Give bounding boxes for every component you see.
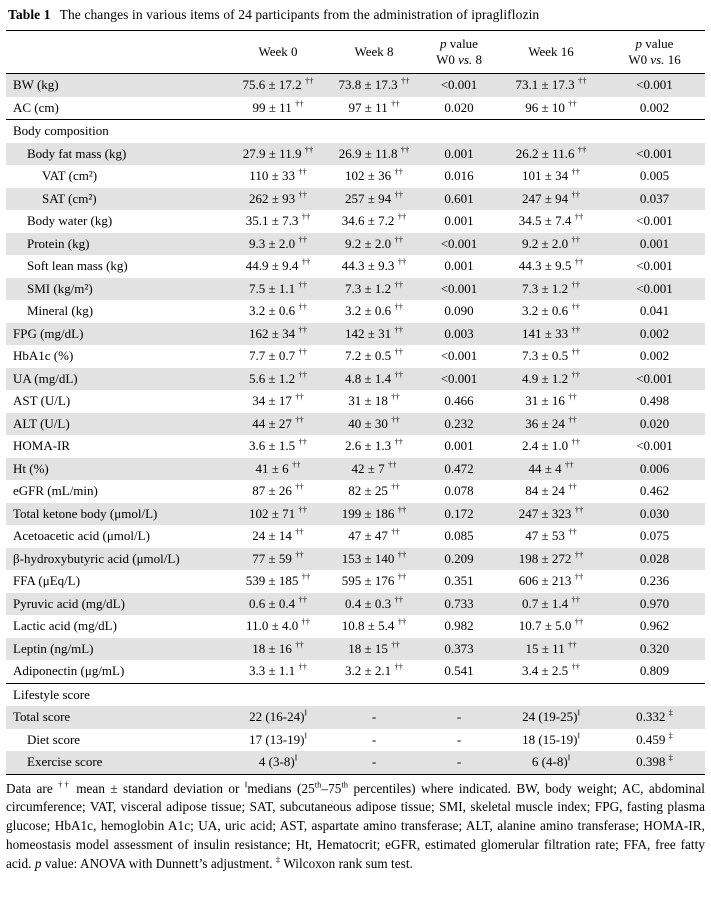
- value-cell: 42 ± 7 ††: [351, 459, 397, 476]
- value-cell: 99 ± 11 ††: [252, 98, 304, 115]
- value-cell: 47 ± 53 ††: [525, 526, 577, 544]
- p-value-cell: 0.002: [639, 325, 670, 341]
- table-row: [6, 97, 705, 120]
- value-cell: 10.7 ± 5.0 ††: [518, 616, 584, 634]
- value-cell: 3.3 ± 1.1 ††: [249, 661, 307, 679]
- column-header: p value W0 vs. 16: [628, 35, 681, 67]
- value-cell: 0.7 ± 1.4 ††: [522, 594, 580, 611]
- value-cell: 26.9 ± 11.8 ††: [338, 144, 410, 161]
- value-cell: 34 ± 17 ††: [252, 391, 304, 409]
- row-label: FFA (μEq/L): [13, 573, 81, 589]
- row-label: Body water (kg): [27, 213, 113, 229]
- row-label: Body fat mass (kg): [27, 145, 127, 161]
- row-label: HbA1c (%): [13, 348, 74, 364]
- row-label: VAT (cm²): [42, 168, 98, 184]
- value-cell: 96 ± 10 ††: [525, 98, 577, 115]
- table-row: [6, 435, 705, 458]
- value-cell: 3.6 ± 1.5 ††: [249, 436, 307, 454]
- value-cell: 3.4 ± 2.5 ††: [522, 661, 580, 679]
- value-cell: 3.2 ± 0.6 ††: [249, 301, 307, 319]
- table-row: [6, 188, 705, 211]
- p-value-cell: <0.001: [440, 370, 478, 386]
- data-table: [6, 30, 705, 775]
- value-cell: 101 ± 34 ††: [522, 166, 580, 184]
- value-cell: 34.5 ± 7.4 ††: [518, 211, 584, 229]
- p-value-cell: 0.398 ‡: [636, 752, 673, 770]
- p-value-cell: 0.001: [639, 235, 670, 251]
- table-body: [6, 74, 705, 775]
- p-value-cell: -: [456, 754, 462, 770]
- value-cell: 36 ± 24 ††: [525, 414, 577, 431]
- table-row: [6, 323, 705, 346]
- value-cell: 7.3 ± 0.5 ††: [522, 346, 580, 364]
- value-cell: 44.3 ± 9.5 ††: [518, 256, 584, 274]
- p-value-cell: 0.001: [444, 258, 474, 274]
- p-value-cell: <0.001: [636, 145, 673, 161]
- p-value-cell: <0.001: [440, 235, 478, 251]
- table-row: [6, 729, 705, 752]
- p-value-cell: 0.001: [444, 213, 474, 229]
- row-label: Diet score: [27, 731, 81, 747]
- value-cell: 0.4 ± 0.3 ††: [345, 594, 403, 611]
- row-label: Pyruvic acid (mg/dL): [13, 595, 125, 611]
- p-value-cell: 0.601: [444, 190, 474, 206]
- value-cell: 102 ± 71 ††: [249, 504, 307, 521]
- p-value-cell: <0.001: [636, 77, 673, 93]
- table-row: [6, 570, 705, 593]
- row-label: Total score: [13, 709, 71, 725]
- p-value-cell: 0.498: [639, 393, 670, 409]
- p-value-cell: 0.472: [444, 460, 474, 476]
- value-cell: 22 (16-24)‖: [249, 707, 307, 725]
- row-label: Mineral (kg): [27, 303, 94, 319]
- value-cell: 27.9 ± 11.9 ††: [242, 144, 314, 161]
- table-caption-text: The changes in various items of 24 participants from the administration of ipragliflozin: [59, 7, 540, 22]
- value-cell: 97 ± 11 ††: [348, 98, 400, 115]
- row-label: UA (mg/dL): [13, 370, 78, 386]
- value-cell: 41 ± 6 ††: [255, 459, 301, 476]
- value-cell: 0.6 ± 0.4 ††: [249, 594, 307, 611]
- value-cell: 5.6 ± 1.2 ††: [249, 369, 307, 386]
- value-cell: 35.1 ± 7.3 ††: [245, 211, 311, 229]
- p-value-cell: 0.020: [444, 99, 474, 115]
- value-cell: 31 ± 18 ††: [348, 391, 400, 409]
- value-cell: 199 ± 186 ††: [341, 504, 407, 521]
- header-row: [6, 31, 705, 74]
- value-cell: 3.2 ± 0.6 ††: [522, 301, 580, 319]
- table-row: [6, 233, 705, 256]
- p-value-cell: 0.962: [639, 618, 670, 634]
- p-value-cell: <0.001: [636, 438, 673, 454]
- table-row: [6, 210, 705, 233]
- p-value-cell: 0.030: [639, 505, 670, 521]
- value-cell: 24 (19-25)‖: [522, 707, 580, 725]
- value-cell: 153 ± 140 ††: [341, 549, 407, 566]
- value-cell: 87 ± 26 ††: [252, 481, 304, 499]
- p-value-cell: 0.982: [444, 618, 474, 634]
- value-cell: 9.2 ± 2.0 ††: [522, 234, 580, 251]
- p-value-cell: <0.001: [636, 280, 673, 296]
- p-value-cell: 0.373: [444, 640, 474, 656]
- value-cell: 7.5 ± 1.1 ††: [249, 279, 307, 296]
- row-label: β-hydroxybutyric acid (μmol/L): [13, 550, 180, 566]
- value-cell: 4.9 ± 1.2 ††: [522, 369, 580, 386]
- value-cell: 73.8 ± 17.3 ††: [338, 75, 410, 93]
- column-header: Week 16: [528, 43, 574, 59]
- row-label: Exercise score: [27, 754, 103, 770]
- table-footnote: Data are †† mean ± standard deviation or ‖medians (25th–75th percentiles) where indicated. BW, body weight; AC, abdominal circumference; VAT, visceral adipose tissue; SAT, subcutaneous adipose tissue; SMI, skeletal muscle index; FPG, fasting plasma glucose; HbA1c, hemoglobin A1c; UA, uric acid; AST, aspartate amino transferase; ALT, alanine amino transferase; HOMA-IR, homeostasis model assessment of insulin resistance; Ht, Hematocrit; eGFR, estimated glomerular filtration rate; FFA, free fatty acid. p value: ANOVA with Dunnett’s adjustment. ‡ Wilcoxon rank sum test.: [6, 779, 706, 871]
- column-header: p value W0 vs. 8: [436, 35, 482, 67]
- value-cell: -: [371, 754, 377, 770]
- table-row: [6, 278, 705, 301]
- value-cell: 539 ± 185 ††: [245, 571, 311, 589]
- p-value-cell: 0.075: [639, 528, 670, 544]
- value-cell: 18 ± 16 ††: [252, 639, 304, 656]
- p-value-cell: 0.351: [444, 573, 474, 589]
- value-cell: 4.8 ± 1.4 ††: [345, 369, 403, 386]
- value-cell: 198 ± 272 ††: [518, 549, 584, 566]
- row-label: Leptin (ng/mL): [13, 640, 94, 656]
- p-value-cell: 0.001: [444, 438, 474, 454]
- value-cell: 3.2 ± 2.1 ††: [345, 661, 403, 679]
- p-value-cell: <0.001: [636, 370, 673, 386]
- value-cell: 34.6 ± 7.2 ††: [341, 211, 407, 229]
- p-value-cell: 0.002: [639, 348, 670, 364]
- p-value-cell: 0.462: [639, 483, 670, 499]
- value-cell: -: [371, 709, 377, 725]
- table-row: [6, 345, 705, 368]
- value-cell: 9.2 ± 2.0 ††: [345, 234, 403, 251]
- column-header: Week 8: [354, 43, 394, 59]
- p-value-cell: 0.001: [444, 145, 474, 161]
- label-column-header: [6, 31, 228, 74]
- value-cell: 595 ± 176 ††: [341, 571, 407, 589]
- p-value-cell: 0.002: [639, 99, 670, 115]
- value-cell: 110 ± 33 ††: [249, 166, 307, 184]
- value-cell: 102 ± 36 ††: [345, 166, 403, 184]
- value-cell: 17 (13-19)‖: [249, 730, 307, 747]
- p-value-cell: <0.001: [636, 213, 673, 229]
- table-row: [6, 300, 705, 323]
- p-value-cell: 0.733: [444, 595, 474, 611]
- p-value-cell: 0.236: [639, 573, 670, 589]
- row-label: Acetoacetic acid (μmol/L): [13, 528, 150, 544]
- table-row: [6, 458, 705, 481]
- p-value-cell: <0.001: [636, 258, 673, 274]
- p-value-cell: 0.006: [639, 460, 670, 476]
- table-header: [6, 31, 705, 74]
- table-row: [6, 593, 705, 616]
- table-caption: [8, 7, 705, 23]
- value-cell: 7.3 ± 1.2 ††: [345, 279, 403, 296]
- p-value-cell: 0.332 ‡: [636, 707, 673, 725]
- table-row: [6, 548, 705, 571]
- row-label: HOMA-IR: [13, 438, 71, 454]
- value-cell: 40 ± 30 ††: [348, 414, 400, 431]
- column-header: Week 0: [258, 43, 298, 59]
- row-label: Soft lean mass (kg): [27, 258, 128, 274]
- table-row: [6, 390, 705, 413]
- row-label: AST (U/L): [13, 393, 71, 409]
- value-cell: 7.2 ± 0.5 ††: [345, 346, 403, 364]
- p-value-cell: 0.466: [444, 393, 474, 409]
- value-cell: 10.8 ± 5.4 ††: [341, 616, 407, 634]
- p-value-cell: 0.085: [444, 528, 474, 544]
- row-label: Protein (kg): [27, 235, 90, 251]
- value-cell: 262 ± 93 ††: [249, 189, 307, 206]
- table-row: [6, 165, 705, 188]
- value-cell: -: [371, 731, 377, 747]
- table-row: [6, 525, 705, 548]
- table-caption-label: Table 1: [8, 7, 51, 22]
- row-label: Total ketone body (μmol/L): [13, 505, 158, 521]
- value-cell: 75.6 ± 17.2 ††: [242, 75, 314, 93]
- value-cell: 44.9 ± 9.4 ††: [245, 256, 311, 274]
- value-cell: 18 ± 15 ††: [348, 639, 400, 656]
- value-cell: 84 ± 24 ††: [525, 481, 577, 499]
- p-value-cell: <0.001: [440, 280, 478, 296]
- table-row: [6, 615, 705, 638]
- value-cell: 44 ± 27 ††: [252, 414, 304, 431]
- value-cell: 44.3 ± 9.3 ††: [341, 256, 407, 274]
- value-cell: 44 ± 4 ††: [528, 459, 574, 476]
- value-cell: 77 ± 59 ††: [252, 549, 304, 566]
- row-label: SMI (kg/m²): [27, 280, 93, 296]
- table-row: [6, 660, 705, 683]
- value-cell: 6 (4-8)‖: [531, 752, 571, 770]
- table-row: [6, 143, 705, 166]
- table-row: [6, 706, 705, 729]
- p-value-cell: 0.459 ‡: [636, 730, 673, 747]
- table-row: [6, 255, 705, 278]
- section-label: Body composition: [13, 123, 109, 139]
- value-cell: 15 ± 11 ††: [525, 639, 577, 656]
- table-row: [6, 368, 705, 391]
- row-label: FPG (mg/dL): [13, 325, 84, 341]
- value-cell: 11.0 ± 4.0 ††: [246, 616, 310, 634]
- row-label: AC (cm): [13, 99, 59, 115]
- value-cell: 82 ± 25 ††: [348, 481, 400, 499]
- value-cell: 162 ± 34 ††: [249, 324, 307, 341]
- row-label: Adiponectin (μg/mL): [13, 663, 125, 679]
- p-value-cell: 0.209: [444, 550, 474, 566]
- p-value-cell: 0.020: [639, 415, 670, 431]
- p-value-cell: 0.232: [444, 415, 474, 431]
- value-cell: 73.1 ± 17.3 ††: [515, 75, 587, 93]
- p-value-cell: 0.172: [444, 505, 474, 521]
- p-value-cell: 0.028: [639, 550, 670, 566]
- row-label: Lactic acid (mg/dL): [13, 618, 117, 634]
- p-value-cell: 0.041: [639, 303, 670, 319]
- value-cell: 142 ± 31 ††: [345, 324, 403, 341]
- value-cell: 257 ± 94 ††: [345, 189, 403, 206]
- table-row: [6, 413, 705, 436]
- value-cell: 247 ± 323 ††: [518, 504, 584, 521]
- table-row: [6, 638, 705, 661]
- value-cell: 4 (3-8)‖: [258, 752, 298, 770]
- p-value-cell: 0.037: [639, 190, 670, 206]
- p-value-cell: 0.078: [444, 483, 474, 499]
- p-value-cell: 0.016: [444, 168, 474, 184]
- section-header-row: [6, 683, 705, 706]
- value-cell: 18 (15-19)‖: [522, 730, 580, 747]
- value-cell: 24 ± 14 ††: [252, 526, 304, 544]
- value-cell: 47 ± 47 ††: [348, 526, 400, 544]
- row-label: Ht (%): [13, 460, 49, 476]
- p-value-cell: <0.001: [440, 77, 478, 93]
- value-cell: 141 ± 33 ††: [522, 324, 580, 341]
- p-value-cell: 0.090: [444, 303, 474, 319]
- p-value-cell: <0.001: [440, 348, 478, 364]
- table-row: [6, 751, 705, 774]
- value-cell: 2.6 ± 1.3 ††: [345, 436, 403, 454]
- row-label: eGFR (mL/min): [13, 483, 98, 499]
- p-value-cell: -: [456, 709, 462, 725]
- value-cell: 247 ± 94 ††: [522, 189, 580, 206]
- section-header-row: [6, 120, 705, 143]
- row-label: SAT (cm²): [42, 190, 97, 206]
- value-cell: 31 ± 16 ††: [525, 391, 577, 409]
- value-cell: 2.4 ± 1.0 ††: [522, 436, 580, 454]
- value-cell: 26.2 ± 11.6 ††: [515, 144, 587, 161]
- section-label: Lifestyle score: [13, 686, 90, 702]
- p-value-cell: 0.809: [639, 663, 670, 679]
- value-cell: 7.3 ± 1.2 ††: [522, 279, 580, 296]
- row-label: BW (kg): [13, 77, 59, 93]
- value-cell: 606 ± 213 ††: [518, 571, 584, 589]
- p-value-cell: -: [456, 731, 462, 747]
- table-row: [6, 480, 705, 503]
- p-value-cell: 0.541: [444, 663, 474, 679]
- p-value-cell: 0.970: [639, 595, 670, 611]
- value-cell: 3.2 ± 0.6 ††: [345, 301, 403, 319]
- value-cell: 9.3 ± 2.0 ††: [249, 234, 307, 251]
- table-row: [6, 74, 705, 97]
- row-label: ALT (U/L): [13, 415, 70, 431]
- table-row: [6, 503, 705, 526]
- p-value-cell: 0.005: [639, 168, 670, 184]
- value-cell: 7.7 ± 0.7 ††: [249, 346, 307, 364]
- p-value-cell: 0.003: [444, 325, 474, 341]
- p-value-cell: 0.320: [639, 640, 670, 656]
